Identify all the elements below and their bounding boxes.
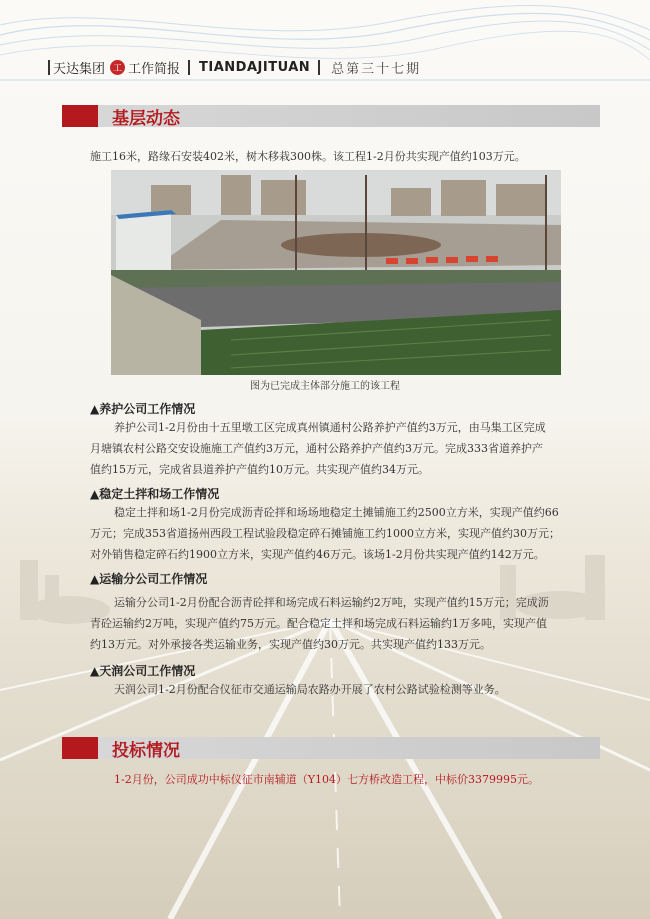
brand-english: TIANDAJITUAN <box>199 59 311 75</box>
section-header-bidding <box>62 737 600 759</box>
transport-paragraph <box>90 592 610 655</box>
photo-caption: 图为已完成主体部分施工的该工程 <box>250 381 400 392</box>
heading-stabilized-soil-plant: ▲稳定土拌和场工作情况 <box>90 487 220 501</box>
paragraph-line: 天润公司1-2月份配合仪征市交通运输局农路办开展了农村公路试验检测等业务。 <box>114 683 506 696</box>
bidding-paragraph: 1-2月份，公司成功中标仪征市南辅道（Y104）七方桥改造工程，中标价3379995元。 <box>114 773 539 786</box>
paragraph-line: 万元；完成353省道扬州西段工程试验段稳定碎石摊铺施工约1000立方米，实现产值约30万元； <box>90 527 560 540</box>
issue-number: 总第三十七期 <box>331 61 422 77</box>
newsletter-name: 工作简报 <box>128 61 181 77</box>
tianrun-paragraph <box>90 679 610 700</box>
masthead <box>48 57 421 77</box>
paragraph-line: 月塘镇农村公路交安设施施工产值约3万元，通村公路养护产值约3万元。完成333省道养护产 <box>90 442 543 455</box>
company-name: 天达集团 <box>53 61 106 77</box>
intro-paragraph: 施工16米，路缘石安装402米，树木移栽300株。该工程1-2月份共实现产值约103万元。 <box>90 150 526 163</box>
section-accent-block <box>62 737 98 759</box>
heading-maintenance-company: ▲养护公司工作情况 <box>90 402 196 416</box>
company-logo-icon <box>110 60 125 75</box>
masthead-divider <box>188 60 190 75</box>
paragraph-line: 养护公司1-2月份由十五里墩工区完成真州镇通村公路养护产值约3万元，由马集工区完成 <box>114 421 546 434</box>
maintenance-paragraph <box>90 417 610 480</box>
section-title: 投标情况 <box>112 741 180 761</box>
paragraph-line: 青砼运输约2万吨，实现产值约75万元。配合稳定土拌和场完成石料运输约1万多吨，实现产值 <box>90 617 547 630</box>
stabilized-soil-paragraph <box>90 502 610 565</box>
paragraph-line: 约13万元。对外承接各类运输业务，实现产值约30万元。共实现产值约133万元。 <box>90 638 491 651</box>
paragraph-line: 运输分公司1-2月份配合沥青砼拌和场完成石料运输约2万吨，实现产值约15万元；完成沥 <box>114 596 549 609</box>
heading-transport-company: ▲运输分公司工作情况 <box>90 572 208 586</box>
masthead-divider <box>48 60 50 75</box>
paragraph-line: 值约15万元，完成省县道养护产值约10万元。共实现产值约34万元。 <box>90 463 429 476</box>
logo-glyph: 工 <box>113 63 123 74</box>
paragraph-line: 对外销售稳定碎石约1900立方米，实现产值约46万元。该场1-2月份共实现产值约142万元。 <box>90 548 545 561</box>
section-accent-block <box>62 105 98 127</box>
section-title: 基层动态 <box>112 109 180 129</box>
heading-tianrun-company: ▲天润公司工作情况 <box>90 664 196 678</box>
construction-photo <box>111 170 561 375</box>
masthead-divider <box>318 60 320 75</box>
section-header-grassroots <box>62 105 600 127</box>
paragraph-line: 稳定土拌和场1-2月份完成沥青砼拌和场场地稳定土摊铺施工约2500立方米，实现产值约66 <box>114 506 559 519</box>
